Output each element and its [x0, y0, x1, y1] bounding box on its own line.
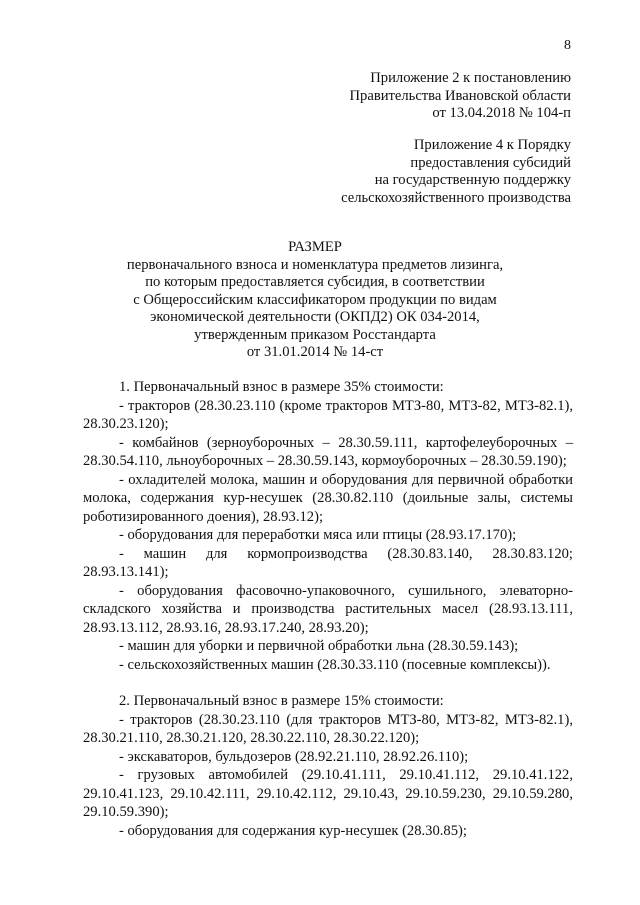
document-subtitle-line: первоначального взноса и номенклатура предметов лизинга,: [126, 256, 504, 273]
document-subtitle-line: по которым предоставляется субсидия, в соответствии: [145, 274, 485, 290]
section-1-item: - машин для уборки и первичной обработки льна (28.30.59.143);: [119, 638, 519, 654]
section-1-item: - тракторов (28.30.23.110 (кроме тракторов МТЗ-80, МТЗ-82, МТЗ-82.1), 28.30.23.120);: [83, 397, 573, 432]
section-2-item: - грузовых автомобилей (29.10.41.111, 29.10.41.112, 29.10.41.122, 29.10.41.123, 29.10.42.111, 29.10.42.112, 29.10.43, 29.10.59.230, 29.10.59.280, 29.10.59.390);: [83, 767, 573, 820]
appendix-4-header: [341, 137, 571, 207]
page-number: 8: [564, 38, 571, 53]
section-1-item: - машин для кормопроизводства (28.30.83.140, 28.30.83.120; 28.93.13.141);: [83, 545, 573, 580]
section-2-item: - экскаваторов, бульдозеров (28.92.21.110, 28.92.26.110);: [119, 748, 469, 765]
document-subtitle-line: утвержденным приказом Росстандарта: [194, 326, 436, 343]
appendix-2-header: [350, 70, 571, 123]
section-2-heading: 2. Первоначальный взнос в размере 15% стоимости:: [119, 693, 444, 709]
appendix-4-line: сельскохозяйственного производства: [341, 189, 571, 206]
section-1-item: - сельскохозяйственных машин (28.30.33.110 (посевные комплексы)).: [119, 656, 551, 673]
appendix-4-line: на государственную поддержку: [374, 172, 571, 188]
document-body: [83, 378, 573, 840]
document-subtitle-line: с Общероссийским классификатором продукции по видам: [133, 291, 497, 308]
document-title-block: [70, 239, 560, 362]
document-subtitle-line: экономической деятельности (ОКПД2) ОК 034-2014,: [150, 309, 480, 325]
section-1-item: - охладителей молока, машин и оборудования для первичной обработки молока, содержания кур-несушек (28.30.82.110 (доильные залы, системы роботизированного доения), 28.93.12);: [83, 471, 573, 525]
section-1-item: - комбайнов (зерноуборочных – 28.30.59.111, картофелеуборочных – 28.30.54.110, льноуборочных – 28.30.59.143, кормоуборочных – 28.30.59.190);: [83, 434, 573, 469]
document-subtitle-line: от 31.01.2014 № 14-ст: [246, 344, 384, 360]
appendix-2-line: Приложение 2 к постановлению: [370, 70, 571, 86]
appendix-4-line: предоставления субсидий: [410, 154, 571, 171]
section-1-item: - оборудования фасовочно-упаковочного, сушильного, элеваторно-складского хозяйства и производства растительных масел (28.93.13.111, 28.93.13.112, 28.93.16, 28.93.17.240, 28.93.20);: [83, 582, 573, 636]
section-1-heading: 1. Первоначальный взнос в размере 35% стоимости:: [119, 379, 444, 395]
document-title: РАЗМЕР: [288, 239, 342, 255]
appendix-4-line: Приложение 4 к Порядку: [413, 137, 571, 153]
section-2-item: - оборудования для содержания кур-несушек (28.30.85);: [119, 822, 467, 839]
appendix-2-line: Правительства Ивановской области: [349, 87, 571, 104]
section-2-item: - тракторов (28.30.23.110 (для тракторов МТЗ-80, МТЗ-82, МТЗ-82.1), 28.30.21.110, 28.30.21.120, 28.30.22.110, 28.30.22.120);: [83, 711, 573, 746]
section-1-item: - оборудования для переработки мяса или птицы (28.93.17.170);: [119, 527, 517, 543]
appendix-2-line: от 13.04.2018 № 104-п: [432, 105, 571, 121]
